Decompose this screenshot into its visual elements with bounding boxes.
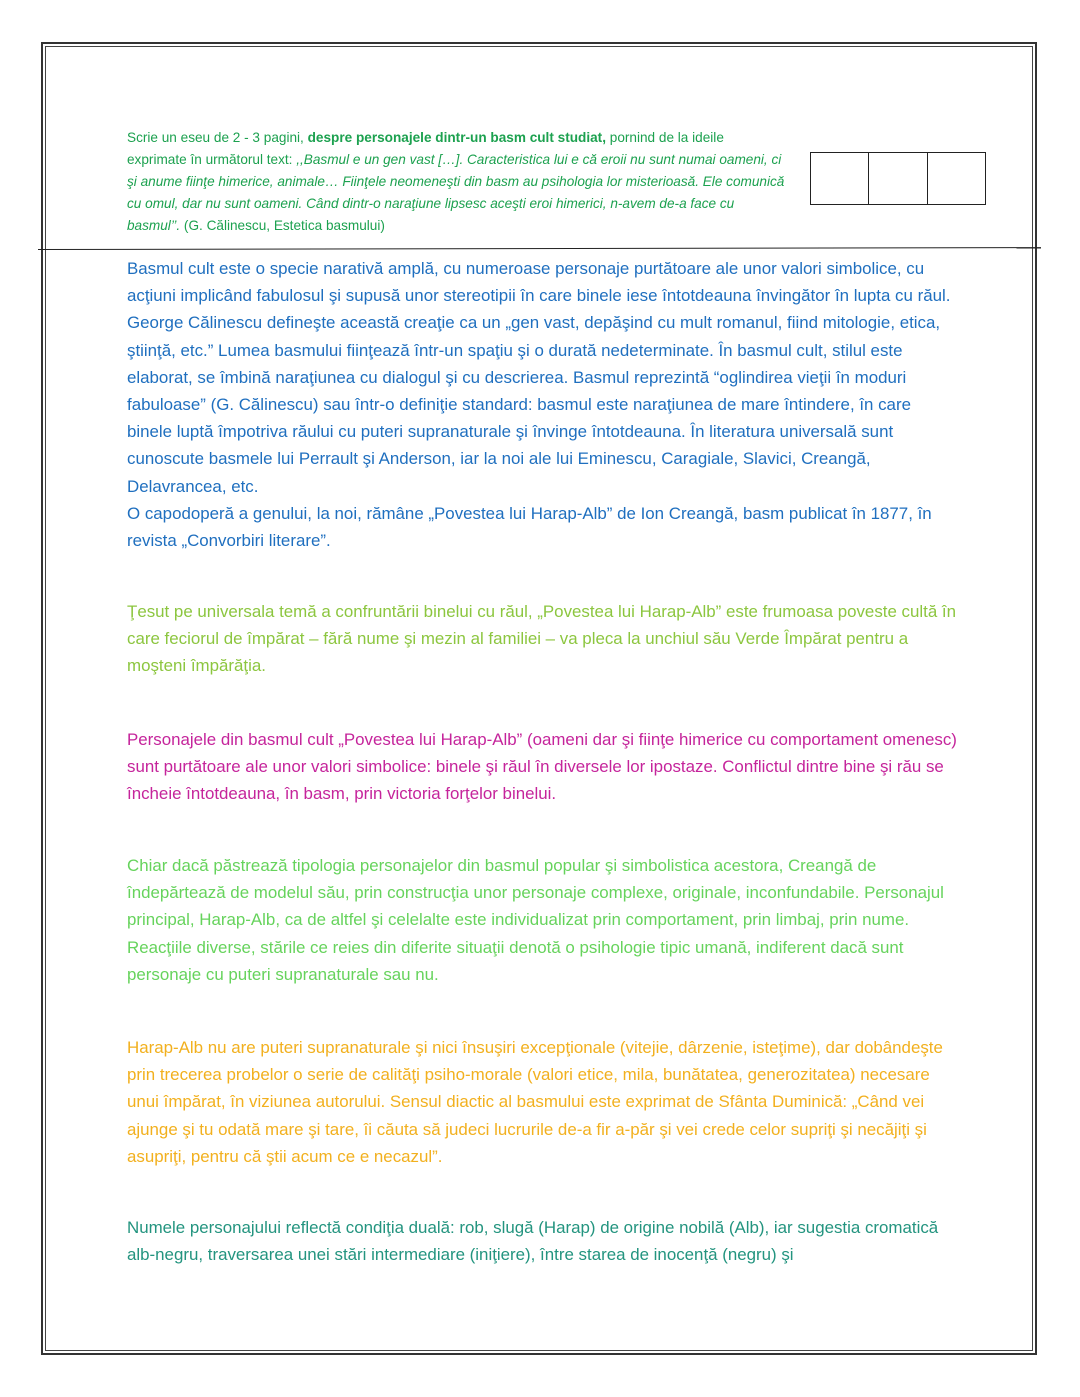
essay-paragraph-typology: Chiar dacă păstrează tipologia personajelor din basmul popular şi simbolistica acestora, Creangă de îndepărtează de modelul său, prin construcţia unor personaje complexe, originale, inconfundabile. Personajul principal, Harap-Alb, ca de altfel şi celelalte este individualizat prin comportament, prin limbaj, prin nume. Reacţiile diverse, stările ce reies din diferite situaţii denotă o psihologie tipic umană, indiferent dacă sunt personaje cu puteri supranaturale sau nu. (127, 856, 944, 984)
prompt-quote: ,,Basmul e un gen vast […]. Caracteristica lui e că eroii nu sunt numai oameni, ci şi anume fiinţe himerice, animale… Fiinţele neomeneşti din basm au psihologia lor misterioasă. Ele comunică cu omul, dar nu sunt oameni. Când dintr-o naraţiune lipsesc aceşti eroi himerici, n-avem de-a face cu basmul’’. (127, 152, 785, 233)
prompt-after-bold: pornind de la ideile exprimate în următorul text: (127, 130, 724, 167)
grade-boxes (810, 152, 986, 205)
prompt-bold: despre personajele dintr-un basm cult studiat, (307, 130, 606, 145)
essay-paragraph-harap-alb: Harap-Alb nu are puteri supranaturale şi nici însuşiri excepţionale (vitejie, dârzenie, isteţime), dar dobândeşte prin trecerea probelor o serie de calităţi psiho-morale (valori etice, mila, bunătatea, generozitatea) necesare unui împărat, în viziunea autorului. Sensul diactic al basmului este exprimat de Sfânta Duminică: „Când vei ajunge şi tu odată mare şi tare, îi căuta să judeci lucrurile de-a fir a-păr şi vei crede celor supriţi şi necăjiţi şi asupriţi, pentru că ştii acum ce e necazul”. (127, 1038, 943, 1166)
essay-paragraph-name: Numele personajului reflectă condiţia duală: rob, slugă (Harap) de origine nobilă (Alb), iar sugestia cromatică alb-negru, traversarea unei stări intermediare (iniţiere), între starea de inocenţă (negru) şi (127, 1218, 939, 1265)
prompt-source: (G. Călinescu, Estetica basmului) (180, 218, 385, 233)
essay-prompt (127, 127, 787, 237)
prompt-intro: Scrie un eseu de 2 - 3 pagini, (127, 130, 308, 145)
grade-box (928, 153, 985, 204)
paragraph-capodopera-text: O capodoperă a genului, la noi, rămâne „Povestea lui Harap-Alb” de Ion Creangă, basm publicat în 1877, în revista „Convorbiri literare”. (127, 503, 932, 551)
essay-paragraph-theme: Ţesut pe universala temă a confruntării binelui cu răul, „Povestea lui Harap-Alb” este frumoasa poveste cultă în care feciorul de împărat – fără nume şi mezin al familiei – va pleca la unchiul său Verde Împărat pentru a moşteni împărăţia. (127, 602, 957, 676)
essay-paragraph-characters: Personajele din basmul cult „Povestea lui Harap-Alb” (oameni dar şi fiinţe himerice cu comportament omenesc) sunt purtătoare ale unor valori simbolice: binele şi răul în diversele lor ipostaze. Conflictul dintre bine şi rău se încheie întotdeauna, în basm, prin victoria forţelor binelui. (127, 730, 957, 804)
paragraph-intro-text: Basmul cult este o specie narativă amplă, cu numeroase personaje purtătoare ale unor valori simbolice, cu acţiuni implicând fabulosul şi supusă unor stereotipii în care binele iese întotdeauna învingător în lupta cu răul. George Călinescu defineşte această creaţie ca un „gen vast, depăşind cu mult romanul, fiind mitologie, etica, ştiinţă, etc.” Lumea basmului fiinţează într-un spaţiu şi o durată nedeterminate. În basmul cult, stilul este elaborat, se îmbină naraţiunea cu dialogul şi cu descrierea. Basmul reprezintă “oglindirea vieţii în moduri fabuloase” (G. Călinescu) sau într-o definiţie standard: basmul este naraţiunea de mare întindere, în care binele luptă împotriva răului cu puteri supranaturale şi învinge întotdeauna. În literatura universală sunt cunoscute basmele lui Perrault şi Anderson, iar la noi ale lui Eminescu, Caragiale, Slavici, Creangă, Delavrancea, etc. (127, 259, 951, 496)
grade-box (869, 153, 927, 204)
essay-paragraph-intro (127, 255, 957, 554)
grade-box (811, 153, 869, 204)
